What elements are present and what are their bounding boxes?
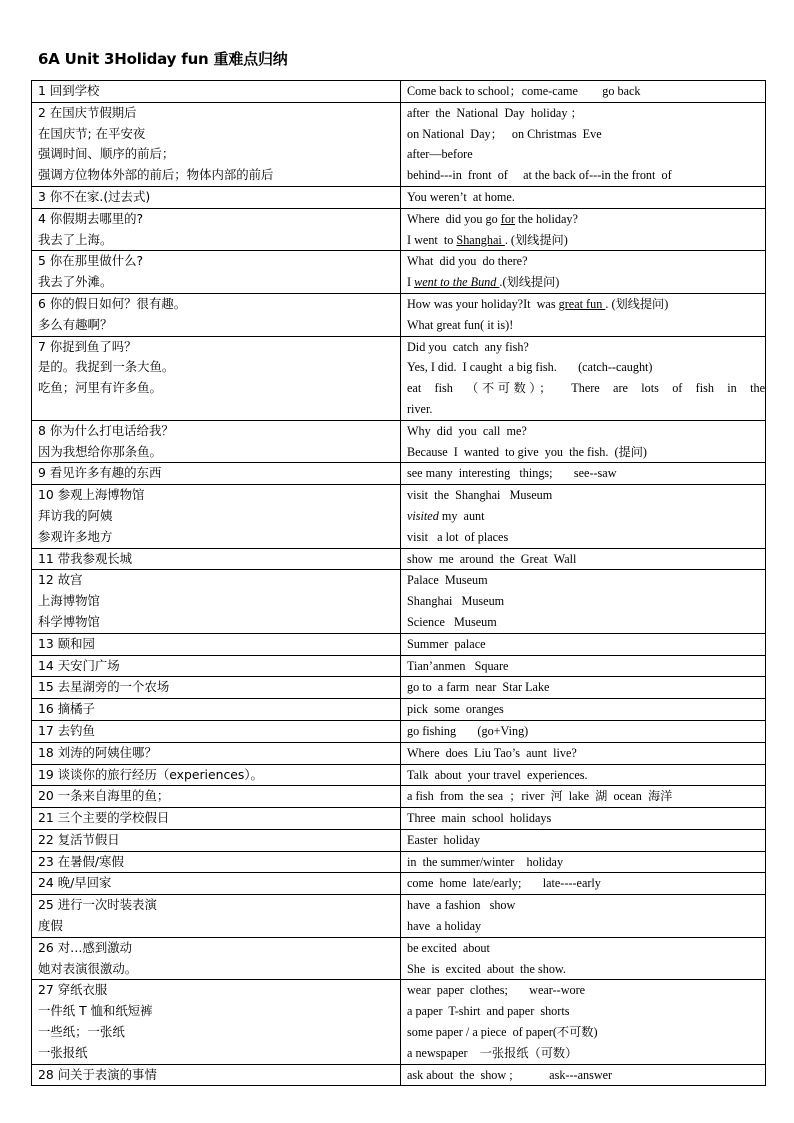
table-row [32,1064,766,1086]
chinese-line: 一些纸；一张纸 [38,1024,125,1040]
english-line: I went to Shanghai . (划线提问) [407,232,568,247]
chinese-cell [32,764,401,786]
english-line: Come back to school；come-came go back [407,84,641,98]
chinese-cell [32,548,401,570]
chinese-cell [32,463,401,485]
chinese-line: 4 你假期去哪里的? [38,210,144,226]
chinese-line: 吃鱼；河里有许多鱼。 [38,380,162,396]
english-cell [401,980,766,1064]
chinese-cell [32,677,401,699]
table-row [32,699,766,721]
english-line: Why did you call me? [407,423,527,438]
english-line: a paper T-shirt and paper shorts [407,1004,570,1019]
english-cell [401,633,766,655]
chinese-line: 一件纸 T 恤和纸短裤 [38,1003,153,1019]
chinese-line: 拜访我的阿姨 [38,507,113,523]
chinese-line: 27 穿纸衣服 [38,982,108,998]
chinese-line: 19 谈谈你的旅行经历（experiences）。 [38,766,263,782]
english-cell [401,829,766,851]
english-cell [401,336,766,420]
table-row [32,485,766,548]
table-row [32,937,766,980]
english-line: Summer palace [407,636,486,651]
chinese-line: 5 你在那里做什么? [38,253,144,269]
english-line: visited my aunt [407,508,485,523]
chinese-cell [32,633,401,655]
chinese-cell [32,786,401,808]
chinese-cell [32,208,401,251]
english-cell [401,655,766,677]
chinese-cell [32,655,401,677]
chinese-cell [32,336,401,420]
chinese-cell [32,873,401,895]
english-cell [401,742,766,764]
table-row [32,336,766,420]
chinese-line: 3 你不在家.(过去式) [38,188,151,204]
chinese-line: 22 复活节假日 [38,831,120,847]
english-line: What did you do there? [407,254,528,269]
english-line: go to a farm near Star Lake [407,680,550,695]
english-line: be excited about [407,940,490,955]
english-line: have a fashion show [407,898,516,913]
english-cell [401,81,766,103]
table-row [32,895,766,938]
chinese-line: 14 天安门广场 [38,657,120,673]
english-line: after—before [407,147,473,162]
chinese-line: 25 进行一次时装表演 [38,897,157,913]
english-cell [401,208,766,251]
english-line: go fishing (go+Ving) [407,723,529,738]
english-cell [401,786,766,808]
chinese-line: 7 你捉到鱼了吗？ [38,338,137,354]
english-line: ask about the show ; ask---answer [407,1067,613,1082]
chinese-line: 她对表演很激动。 [38,960,138,976]
chinese-line: 12 故宫 [38,572,83,588]
english-line: visit the Shanghai Museum [407,488,553,503]
english-line: What great fun( it is)! [407,317,514,332]
chinese-cell [32,937,401,980]
chinese-line: 我去了上海。 [38,231,113,247]
table-row [32,570,766,633]
chinese-line: 13 颐和园 [38,635,95,651]
chinese-line: 一张报纸 [38,1044,88,1060]
chinese-line: 17 去钓鱼 [38,722,95,738]
english-line: Where did you go for the holiday? [407,211,578,226]
english-line: some paper / a piece of paper(不可数) [407,1025,598,1040]
table-row [32,980,766,1064]
english-line: see many interesting things; see--saw [407,466,617,481]
chinese-line: 强调时间、顺序的前后； [38,146,175,162]
english-cell [401,420,766,463]
chinese-cell [32,485,401,548]
english-line: Did you catch any fish? [407,339,529,354]
english-line: Three main school holidays [407,811,552,826]
table-row [32,677,766,699]
english-line: a fish from the sea ；river 河 lake 湖 ocean 海洋 [407,789,673,804]
chinese-line: 强调方位物体外部的前后；物体内部的前后 [38,167,274,183]
chinese-line: 上海博物馆 [38,593,100,609]
chinese-line: 20 一条来自海里的鱼； [38,788,170,804]
english-cell [401,570,766,633]
english-line: She is excited about the show. [407,961,566,976]
english-line: come home late/early; late----early [407,876,601,891]
english-cell [401,764,766,786]
vocabulary-table [31,80,766,1086]
english-cell [401,251,766,294]
table-row [32,186,766,208]
english-line: river. [407,401,433,416]
english-line: You weren’t at home. [407,189,515,204]
chinese-cell [32,980,401,1064]
english-cell [401,677,766,699]
english-line: Yes, I did. I caught a big fish. (catch--caught) [407,360,653,375]
english-line: Tian’anmen Square [407,658,509,673]
chinese-line: 8 你为什么打电话给我？ [38,422,174,438]
chinese-cell [32,420,401,463]
chinese-line: 9 看见许多有趣的东西 [38,465,162,481]
english-line: on National Day； on Christmas Eve [407,126,602,141]
english-line: Because I wanted to give you the fish. (提问) [407,444,647,459]
chinese-line: 科学博物馆 [38,613,100,629]
english-cell [401,895,766,938]
english-line: Palace Museum [407,573,488,588]
table-row [32,851,766,873]
english-line: How was your holiday?It was great fun . (划线提问) [407,296,669,311]
page-title: 6A Unit 3Holiday fun 重难点归纳 [38,50,288,68]
chinese-line: 因为我想给你那条鱼。 [38,443,162,459]
chinese-line: 21 三个主要的学校假日 [38,810,170,826]
english-line: Where does Liu Tao’s aunt live? [407,745,577,760]
chinese-line: 2 在国庆节假期后 [38,104,137,120]
chinese-line: 10 参观上海博物馆 [38,487,145,503]
table-row [32,786,766,808]
table-row [32,873,766,895]
english-line: wear paper clothes; wear--wore [407,983,586,998]
english-cell [401,293,766,336]
english-line: visit a lot of places [407,529,509,544]
chinese-cell [32,1064,401,1086]
table-row [32,742,766,764]
english-cell [401,699,766,721]
chinese-line: 是的。我捉到一条大鱼。 [38,359,175,375]
chinese-line: 11 带我参观长城 [38,550,133,566]
english-cell [401,548,766,570]
english-line: Shanghai Museum [407,594,505,609]
chinese-cell [32,186,401,208]
chinese-line: 多么有趣啊？ [38,316,113,332]
chinese-cell [32,895,401,938]
table-body [32,81,766,1086]
chinese-line: 26 对…感到激动 [38,939,133,955]
table-row [32,764,766,786]
table-row [32,548,766,570]
chinese-line: 23 在暑假/寒假 [38,853,124,869]
english-line: Easter holiday [407,832,481,847]
table-row [32,208,766,251]
english-cell [401,873,766,895]
chinese-line: 18 刘涛的阿姨住哪？ [38,744,157,760]
chinese-line: 参观许多地方 [38,528,113,544]
table-row [32,251,766,294]
english-cell [401,1064,766,1086]
english-line: show me around the Great Wall [407,551,577,566]
chinese-cell [32,829,401,851]
chinese-cell [32,699,401,721]
english-line: behind---in front of at the back of---in the front of [407,168,672,183]
english-line: pick some oranges [407,702,504,717]
chinese-cell [32,742,401,764]
chinese-cell [32,720,401,742]
english-cell [401,485,766,548]
chinese-line: 24 晚/早回家 [38,875,112,891]
table-row [32,293,766,336]
chinese-cell [32,851,401,873]
chinese-line: 在国庆节; 在平安夜 [38,125,146,141]
english-line: a newspaper 一张报纸（可数） [407,1045,578,1060]
english-line: after the National Day holiday ； [407,105,583,120]
english-cell [401,851,766,873]
english-line: eat fish （不可数）； There are lots of fish in the [407,381,765,396]
chinese-line: 16 摘橘子 [38,701,95,717]
english-cell [401,937,766,980]
table-row [32,81,766,103]
chinese-line: 1 回到学校 [38,83,100,98]
table-row [32,808,766,830]
chinese-line: 我去了外滩。 [38,274,113,290]
english-cell [401,186,766,208]
english-line: in the summer/winter holiday [407,854,564,869]
chinese-cell [32,293,401,336]
chinese-cell [32,808,401,830]
table-row [32,655,766,677]
chinese-line: 28 问关于表演的事情 [38,1066,157,1082]
english-cell [401,720,766,742]
chinese-cell [32,102,401,186]
english-cell [401,808,766,830]
chinese-cell [32,570,401,633]
english-cell [401,463,766,485]
table-row [32,102,766,186]
english-cell [401,102,766,186]
chinese-line: 15 去星湖旁的一个农场 [38,679,170,695]
table-row [32,720,766,742]
english-line: have a holiday [407,919,482,934]
chinese-line: 6 你的假日如何？很有趣。 [38,295,187,311]
english-line: I went to the Bund .(划线提问) [407,275,560,290]
english-line: Science Museum [407,614,497,629]
chinese-line: 度假 [38,918,63,934]
table-row [32,829,766,851]
table-row [32,633,766,655]
english-line: Talk about your travel experiences. [407,767,588,782]
table-row [32,463,766,485]
chinese-cell [32,81,401,103]
chinese-cell [32,251,401,294]
table-row [32,420,766,463]
